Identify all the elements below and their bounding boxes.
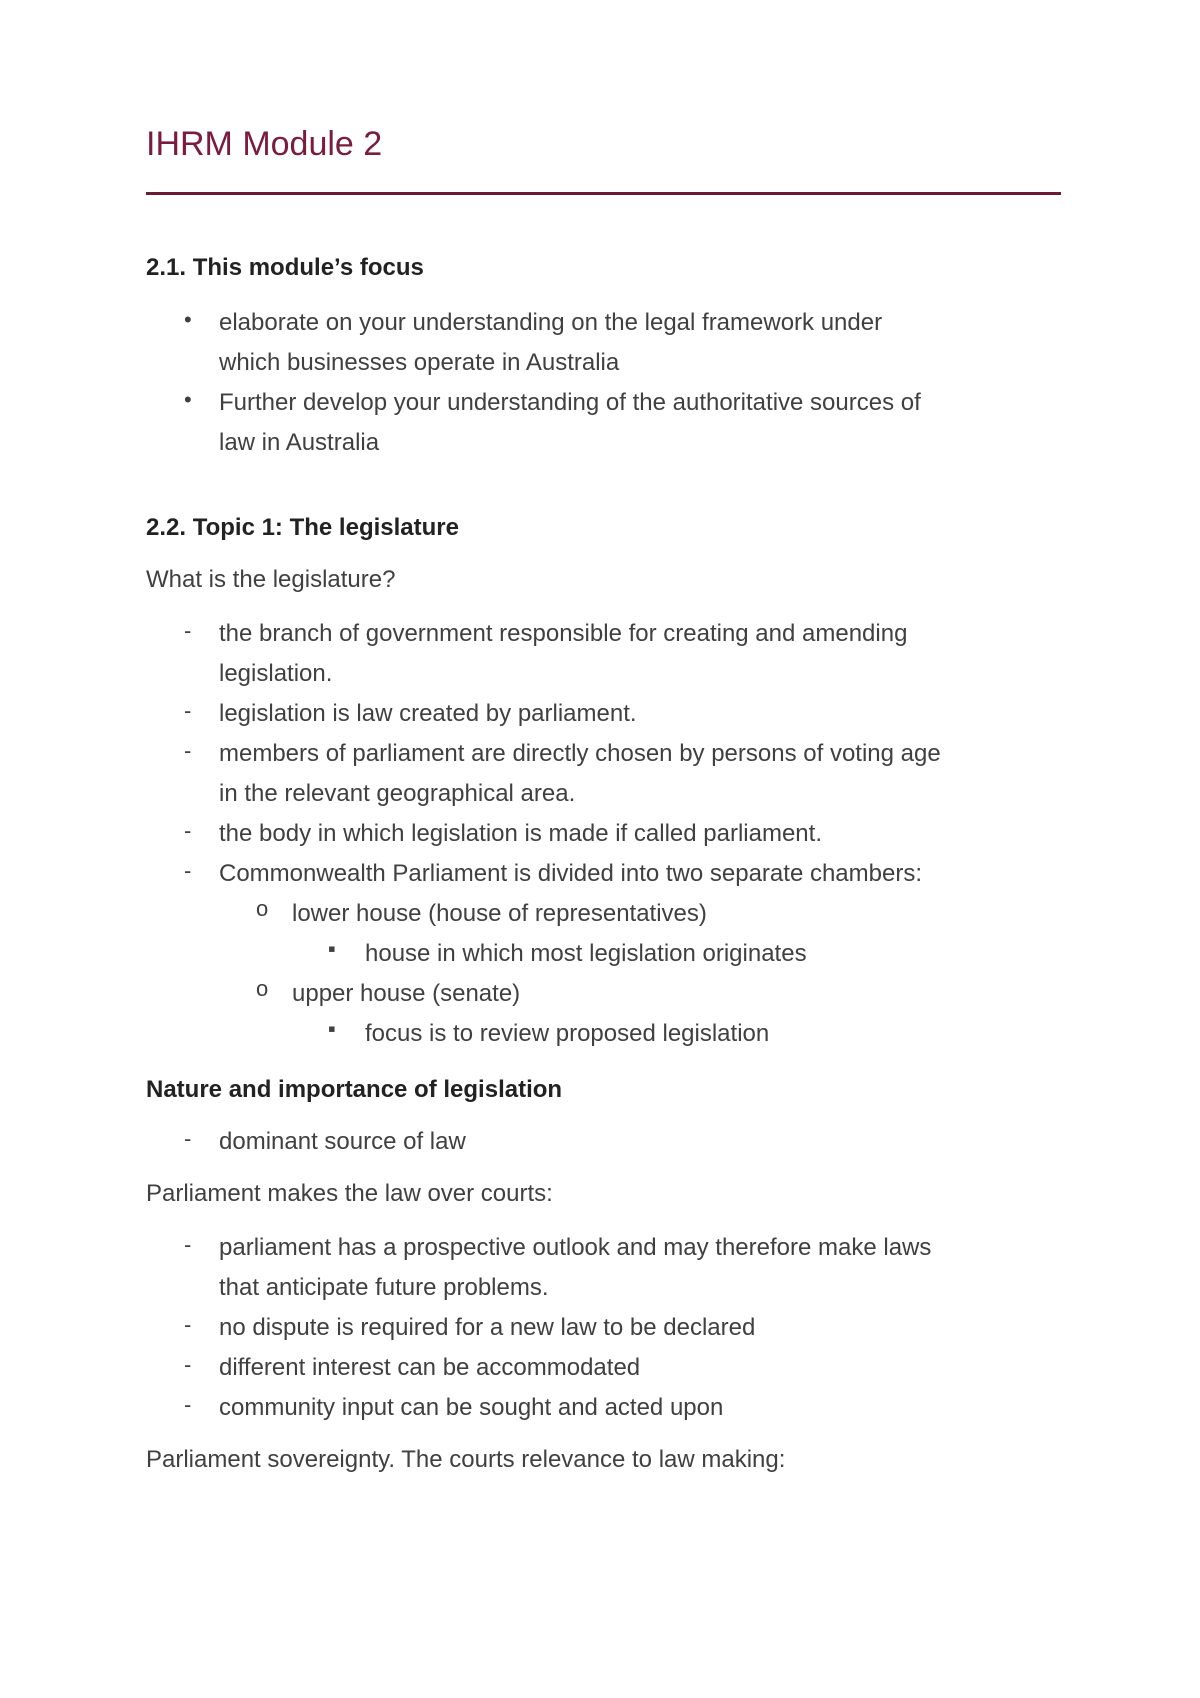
chamber-upper-house-detail: focus is to review proposed legislation bbox=[365, 1020, 770, 1047]
legislature-item-1-line-2: legislation. bbox=[219, 660, 333, 687]
nature-intro-text: Parliament makes the law over courts: bbox=[146, 1180, 553, 1207]
focus-item-1-line-2: which businesses operate in Australia bbox=[219, 349, 620, 376]
circle-marker: o bbox=[256, 976, 269, 1001]
dash-marker: - bbox=[184, 1392, 192, 1417]
bullet-marker: • bbox=[184, 307, 192, 332]
dash-marker: - bbox=[184, 1312, 192, 1337]
circle-marker: o bbox=[256, 896, 269, 921]
courts-item-3: different interest can be accommodated bbox=[219, 1354, 641, 1381]
title-underline bbox=[146, 192, 1061, 195]
question-text: What is the legislature? bbox=[146, 566, 396, 593]
legislature-item-1-line-1: the branch of government responsible for creating and amending bbox=[219, 620, 908, 647]
document-content bbox=[146, 116, 1061, 1473]
focus-item-1-line-1: elaborate on your understanding on the legal framework under bbox=[219, 309, 883, 336]
courts-item-1-line-2: that anticipate future problems. bbox=[219, 1274, 549, 1301]
dash-marker: - bbox=[184, 618, 192, 643]
square-marker: ▪ bbox=[328, 1016, 336, 1041]
dash-marker: - bbox=[184, 738, 192, 763]
chamber-upper-house: upper house (senate) bbox=[292, 980, 521, 1007]
legislature-item-3-line-2: in the relevant geographical area. bbox=[219, 780, 576, 807]
dash-marker: - bbox=[184, 1126, 192, 1151]
courts-item-2: no dispute is required for a new law to be declared bbox=[219, 1314, 756, 1341]
document-title: IHRM Module 2 bbox=[146, 125, 383, 163]
nature-item: dominant source of law bbox=[219, 1128, 466, 1155]
dash-marker: - bbox=[184, 818, 192, 843]
chamber-lower-house: lower house (house of representatives) bbox=[292, 900, 707, 927]
legislature-item-4: the body in which legislation is made if called parliament. bbox=[219, 820, 822, 847]
closing-text: Parliament sovereignty. The courts relevance to law making: bbox=[146, 1446, 786, 1473]
dash-marker: - bbox=[184, 1232, 192, 1257]
courts-item-1-line-1: parliament has a prospective outlook and may therefore make laws bbox=[219, 1234, 932, 1261]
bullet-marker: • bbox=[184, 387, 192, 412]
focus-item-2-line-1: Further develop your understanding of the authoritative sources of bbox=[219, 389, 921, 416]
square-marker: ▪ bbox=[328, 936, 336, 961]
section-heading-focus: 2.1. This module’s focus bbox=[146, 254, 424, 281]
chamber-lower-house-detail: house in which most legislation originates bbox=[365, 940, 807, 967]
section-heading-nature: Nature and importance of legislation bbox=[146, 1076, 563, 1103]
dash-marker: - bbox=[184, 858, 192, 883]
section-heading-legislature: 2.2. Topic 1: The legislature bbox=[146, 514, 459, 541]
dash-marker: - bbox=[184, 1352, 192, 1377]
legislature-item-5: Commonwealth Parliament is divided into two separate chambers: bbox=[219, 860, 922, 887]
focus-item-2-line-2: law in Australia bbox=[219, 429, 380, 456]
legislature-item-3-line-1: members of parliament are directly chosen by persons of voting age bbox=[219, 740, 941, 767]
legislature-item-2: legislation is law created by parliament. bbox=[219, 700, 637, 727]
courts-item-4: community input can be sought and acted upon bbox=[219, 1394, 724, 1421]
dash-marker: - bbox=[184, 698, 192, 723]
